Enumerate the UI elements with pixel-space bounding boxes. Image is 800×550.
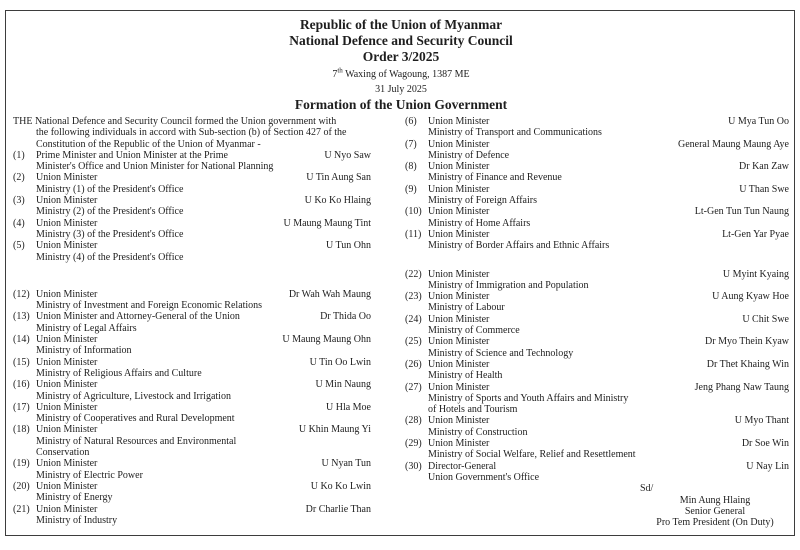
entry-role: Union Minister [36, 195, 98, 207]
date-day: 7 [332, 69, 338, 80]
document-body [13, 116, 789, 529]
header-date-gregorian: 31 July 2025 [375, 84, 427, 95]
intro-paragraph [13, 116, 385, 150]
entry-role: Union Minister [428, 161, 490, 173]
minister-entry [13, 334, 385, 357]
entry-role: Union Minister [428, 381, 490, 393]
signature-sd: Sd/ [640, 483, 654, 495]
entry-number: (9) [405, 183, 417, 195]
entry-ministry: Ministry of Commerce [428, 325, 520, 337]
entry-ministry: of Hotels and Tourism [428, 404, 518, 416]
header-date-myanmar-era [13, 68, 789, 81]
entry-ministry: Ministry of Foreign Affairs [428, 195, 537, 207]
minister-entry [13, 172, 385, 195]
entry-ministry: Ministry of Social Welfare, Relief and Resettlement [428, 449, 636, 461]
entry-number: (16) [13, 379, 30, 391]
minister-entry [13, 357, 385, 380]
entry-head-row [13, 357, 385, 368]
entry-head-row [405, 269, 789, 280]
entry-ministry: Ministry of Natural Resources and Environmental [36, 435, 237, 447]
entry-head-row [405, 184, 789, 195]
minister-name: Jeng Phang Naw Taung [694, 381, 789, 393]
intro-line: the following individuals in accord with Sub-section (b) of Section 427 of the [36, 127, 347, 139]
minister-entry [13, 195, 385, 218]
minister-entry [13, 458, 385, 481]
entry-ministry: Ministry of Science and Technology [428, 347, 574, 359]
minister-name: U Tun Ohn [325, 240, 371, 252]
entry-head-row [405, 206, 789, 217]
minister-name: Dr Charlie Than [305, 503, 371, 515]
minister-entry [405, 206, 789, 229]
minister-name: Lt-Gen Tun Tun Naung [694, 206, 789, 218]
minister-entry [13, 311, 385, 334]
entry-role: Union Minister [428, 415, 490, 427]
minister-name: U Nyo Saw [324, 149, 371, 161]
entry-ministry: Ministry of Immigration and Population [428, 279, 589, 291]
minister-name: U Aung Kyaw Hoe [712, 291, 789, 303]
entry-ministry: Union Government's Office [428, 471, 540, 483]
entry-role: Union Minister [36, 401, 98, 413]
signatory-name: Min Aung Hlaing [679, 494, 751, 506]
entry-role: Union Minister [428, 228, 490, 240]
entry-role: Union Minister [428, 336, 490, 348]
entry-head-row [13, 424, 385, 435]
minister-entry [405, 359, 789, 382]
entry-ministry: Ministry of Investment and Foreign Economic Relations [36, 300, 263, 312]
minister-name: U Min Naung [315, 379, 371, 391]
entry-ministry: Ministry of Construction [428, 426, 528, 438]
entry-head-row [13, 402, 385, 413]
entry-role: Union Minister [428, 206, 490, 218]
entry-role: Director-General [428, 460, 497, 472]
signatory-rank: Senior General [684, 505, 746, 517]
entry-number: (21) [13, 503, 30, 515]
intro-line: THE National Defence and Security Council formed the Union government with [13, 116, 337, 127]
entry-ministry: Ministry of Sports and Youth Affairs and Ministry [428, 392, 629, 404]
entry-number: (2) [13, 172, 25, 184]
minister-entry [405, 116, 789, 139]
minister-entry [13, 240, 385, 263]
entry-ministry: Ministry of Religious Affairs and Culture [36, 367, 202, 379]
entry-ministry: Minister's Office and Union Minister for National Planning [36, 161, 274, 173]
column-gap [385, 116, 405, 529]
entry-head-row [13, 311, 385, 322]
entry-role: Union Minister [36, 480, 98, 492]
minister-name: U Hla Moe [326, 401, 371, 413]
entry-head-row [405, 161, 789, 172]
minister-name: U Ko Ko Hlaing [304, 195, 371, 207]
minister-name: U Myint Kyaing [722, 268, 789, 280]
entry-head-row [13, 334, 385, 345]
document-title: Formation of the Union Government [294, 97, 508, 112]
entry-number: (4) [13, 217, 25, 229]
minister-name: U Tin Aung San [306, 172, 371, 184]
minister-name: U Than Swe [739, 183, 789, 195]
entry-head-row [13, 150, 385, 161]
entry-role: Union Minister and Attorney-General of the Union [36, 311, 240, 323]
entry-head-row [405, 291, 789, 302]
entry-ministry: Ministry (3) of the President's Office [36, 228, 184, 240]
entry-head-row [13, 379, 385, 390]
entry-role: Union Minister [428, 268, 490, 280]
entry-ministry: Ministry (1) of the President's Office [36, 183, 184, 195]
entry-role: Union Minister [36, 240, 98, 252]
left-column [13, 116, 385, 529]
entry-role: Union Minister [36, 379, 98, 391]
minister-entry [13, 289, 385, 312]
entry-ministry: Ministry of Legal Affairs [36, 322, 137, 334]
header-country: Republic of the Union of Myanmar [299, 17, 503, 32]
entry-role: Union Minister [36, 288, 98, 300]
minister-name: U Mya Tun Oo [728, 116, 789, 127]
minister-name: U Maung Maung Ohn [282, 334, 371, 346]
entry-role: Union Minister [36, 356, 98, 368]
entry-number: (3) [13, 195, 25, 207]
entry-number: (22) [405, 268, 422, 280]
date-ordinal: th [337, 66, 343, 75]
signature-block [630, 495, 800, 529]
entry-role: Union Minister [428, 291, 490, 303]
entry-number: (15) [13, 356, 30, 368]
minister-name: U Khin Maung Yi [298, 424, 371, 436]
entry-head-row [13, 240, 385, 251]
minister-name: Dr Soe Win [741, 438, 789, 450]
minister-name: General Maung Maung Aye [678, 138, 789, 150]
entry-head-row [13, 481, 385, 492]
minister-entry [13, 504, 385, 527]
entry-head-row [405, 461, 789, 472]
entry-number: (6) [405, 116, 417, 127]
entry-ministry: Ministry of Agriculture, Livestock and Irrigation [36, 390, 231, 402]
minister-name: U Tin Oo Lwin [309, 356, 371, 368]
entry-ministry: Ministry of Information [36, 345, 132, 357]
minister-name: Dr Myo Thein Kyaw [705, 336, 789, 348]
entry-ministry: Ministry (4) of the President's Office [36, 251, 184, 263]
date-me-text: Waxing of Wagoung, 1387 ME [342, 69, 470, 80]
entry-head-row [405, 139, 789, 150]
entries-left-bottom [13, 289, 385, 526]
header-council: National Defence and Security Council [289, 33, 513, 48]
entry-number: (13) [13, 311, 30, 323]
entry-number: (23) [405, 291, 422, 303]
entry-role: Union Minister [36, 458, 98, 470]
entry-head-row [13, 458, 385, 469]
minister-entry [13, 481, 385, 504]
minister-entry [405, 184, 789, 207]
entry-ministry: Ministry of Energy [36, 492, 113, 504]
minister-name: U Nay Lin [746, 460, 789, 472]
entry-head-row [405, 438, 789, 449]
entry-number: (11) [405, 228, 422, 240]
entry-number: (1) [13, 149, 25, 161]
entry-role: Union Minister [428, 438, 490, 450]
entry-number: (14) [13, 334, 30, 346]
entry-number: (29) [405, 438, 422, 450]
entry-number: (12) [13, 288, 30, 300]
entry-role: Union Minister [428, 138, 490, 150]
entry-ministry: Ministry (2) of the President's Office [36, 206, 184, 218]
entry-ministry: Ministry of Health [428, 370, 503, 382]
minister-entry [405, 438, 789, 461]
entry-number: (7) [405, 138, 417, 150]
entry-role: Union Minister [428, 116, 490, 127]
entry-number: (20) [13, 480, 30, 492]
minister-entry [13, 379, 385, 402]
minister-entry [405, 291, 789, 314]
minister-name: U Chit Swe [742, 313, 789, 325]
document-header [13, 17, 789, 112]
minister-entry [405, 314, 789, 337]
entry-head-row [405, 415, 789, 426]
entries-left-top [13, 150, 385, 263]
minister-entry [405, 336, 789, 359]
entry-number: (26) [405, 358, 422, 370]
entry-head-row [405, 336, 789, 347]
minister-entry [405, 139, 789, 162]
entry-role: Union Minister [36, 503, 98, 515]
entry-role: Union Minister [428, 313, 490, 325]
minister-name: U Myo Thant [734, 415, 789, 427]
header-order-number: Order 3/2025 [362, 49, 440, 64]
entry-role: Union Minister [36, 217, 98, 229]
minister-entry [405, 229, 789, 252]
entry-number: (25) [405, 336, 422, 348]
entry-number: (17) [13, 401, 30, 413]
entry-head-row [13, 195, 385, 206]
minister-entry [405, 415, 789, 438]
entry-number: (18) [13, 424, 30, 436]
right-column [405, 116, 789, 529]
minister-name: Dr Kan Zaw [739, 161, 789, 173]
entry-head-row [405, 229, 789, 240]
minister-name: U Nyan Tun [321, 458, 371, 470]
minister-entry [405, 269, 789, 292]
entry-role: Union Minister [36, 334, 98, 346]
entry-head-row [13, 289, 385, 300]
entry-number: (10) [405, 206, 422, 218]
entry-ministry: Ministry of Home Affairs [428, 217, 531, 229]
entry-head-row [405, 382, 789, 393]
entry-ministry: Ministry of Electric Power [36, 469, 143, 481]
entry-head-row [13, 172, 385, 183]
document-page [5, 10, 795, 536]
entries-right-bottom [405, 269, 789, 484]
entry-head-row [405, 116, 789, 127]
entry-head-row [405, 359, 789, 370]
entry-head-row [13, 504, 385, 515]
entry-ministry: Ministry of Transport and Communications [428, 127, 602, 139]
entry-number: (19) [13, 458, 30, 470]
entry-role: Union Minister [36, 172, 98, 184]
entry-head-row [405, 314, 789, 325]
entry-head-row [13, 218, 385, 229]
entry-number: (8) [405, 161, 417, 173]
entry-number: (27) [405, 381, 422, 393]
minister-entry [13, 424, 385, 458]
entry-ministry: Ministry of Defence [428, 149, 510, 161]
entries-right-top [405, 116, 789, 252]
entry-number: (5) [13, 240, 25, 252]
minister-name: U Maung Maung Tint [283, 217, 371, 229]
minister-name: Dr Thet Khaing Win [706, 358, 789, 370]
minister-entry [13, 402, 385, 425]
entry-number: (30) [405, 460, 422, 472]
entry-ministry: Ministry of Finance and Revenue [428, 172, 562, 184]
minister-name: Dr Thida Oo [320, 311, 371, 323]
entry-ministry: Ministry of Industry [36, 514, 118, 526]
minister-entry [405, 161, 789, 184]
entry-ministry: Ministry of Labour [428, 302, 505, 314]
entry-role: Prime Minister and Union Minister at the Prime [36, 149, 228, 161]
entry-role: Union Minister [428, 358, 490, 370]
minister-name: U Ko Ko Lwin [310, 480, 371, 492]
minister-name: Lt-Gen Yar Pyae [722, 228, 789, 240]
entry-ministry: Conservation [36, 447, 90, 459]
entry-ministry: Ministry of Cooperatives and Rural Development [36, 413, 235, 425]
minister-entry [405, 382, 789, 416]
minister-entry [13, 150, 385, 173]
intro-line: Constitution of the Republic of the Union of Myanmar - [36, 138, 261, 150]
minister-entry [13, 218, 385, 241]
entry-role: Union Minister [428, 183, 490, 195]
minister-entry [405, 461, 789, 484]
entry-ministry: Ministry of Border Affairs and Ethnic Affairs [428, 240, 610, 252]
signatory-title: Pro Tem President (On Duty) [656, 517, 774, 529]
entry-number: (24) [405, 313, 422, 325]
entry-number: (28) [405, 415, 422, 427]
entry-role: Union Minister [36, 424, 98, 436]
minister-name: Dr Wah Wah Maung [288, 288, 371, 300]
